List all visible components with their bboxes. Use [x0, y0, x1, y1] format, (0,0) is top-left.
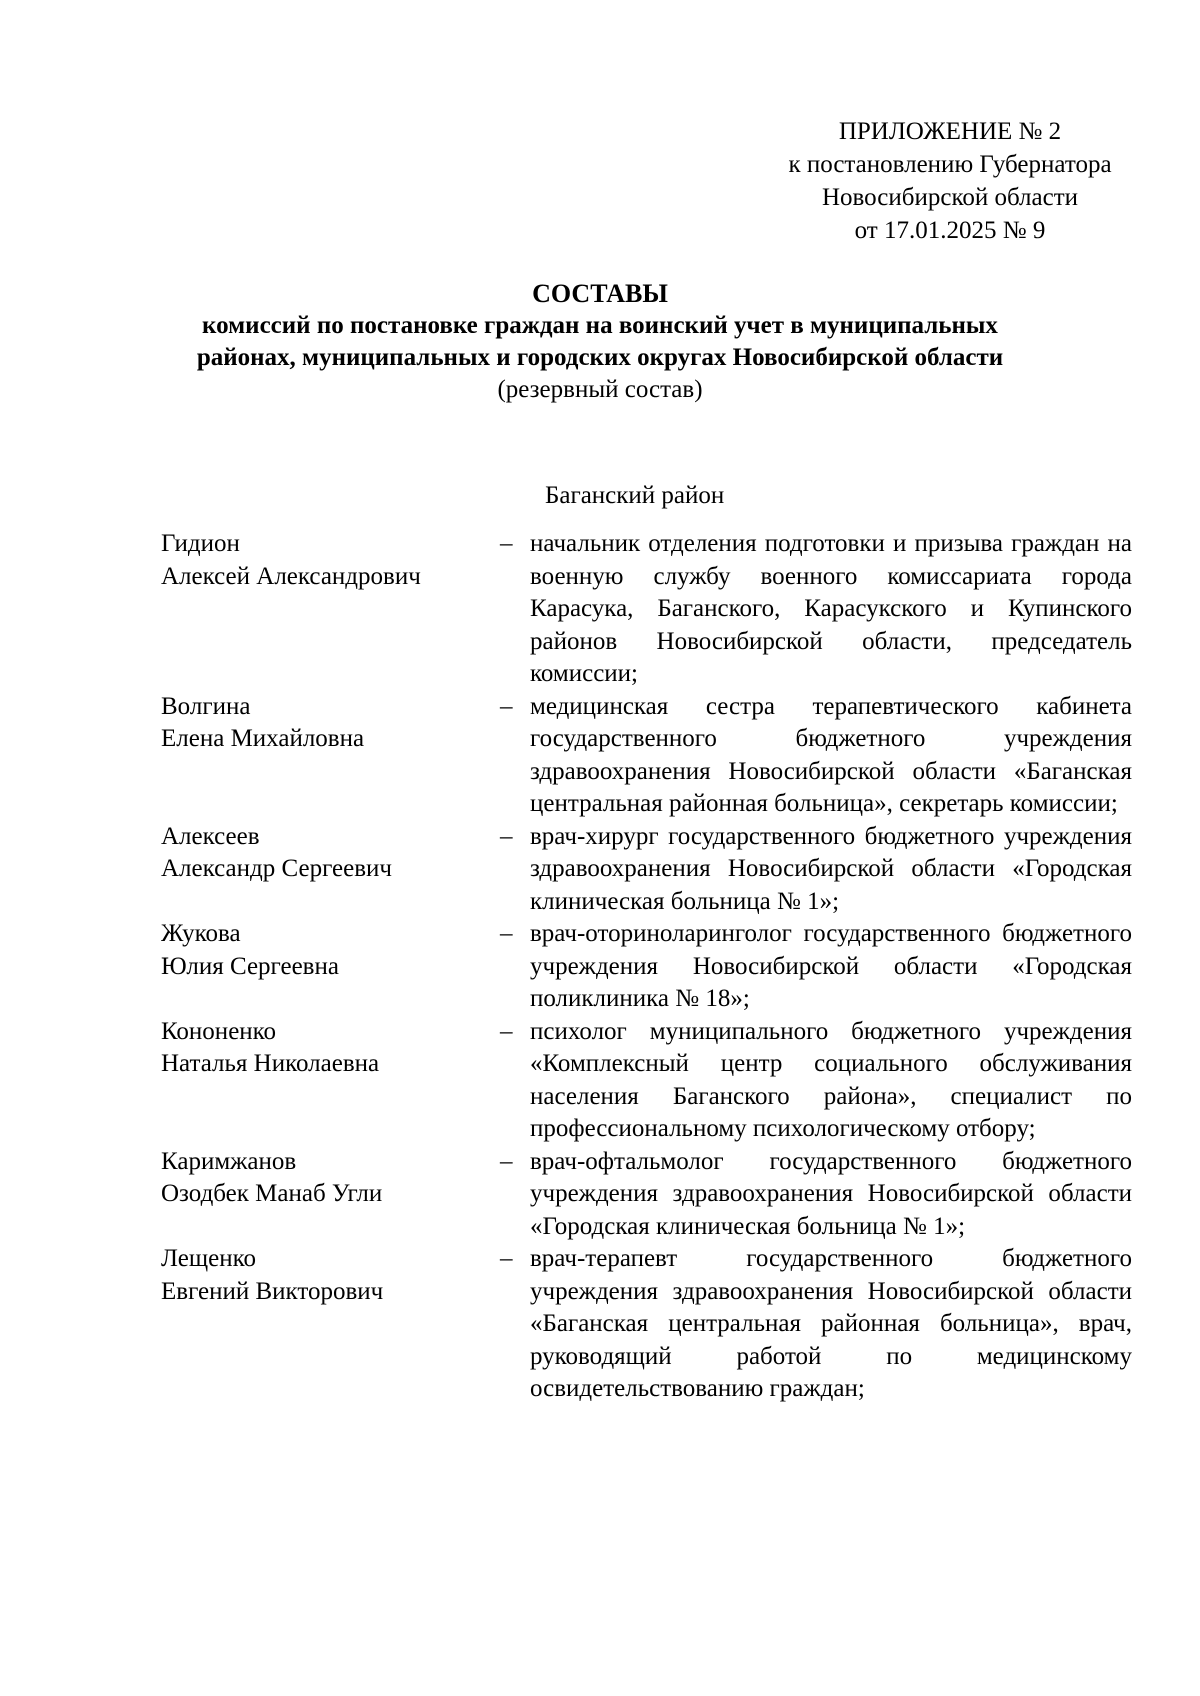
member-surname: Волгина [161, 692, 251, 720]
dash-separator: – [500, 1147, 513, 1175]
member-row [161, 1016, 1136, 1146]
dash-separator: – [500, 1245, 513, 1272]
member-role: психолог муниципального бюджетного учреждения «Комплексный центр социального обслуживания населения Баганского района», специалист по профессиональному психологическому отбору; [530, 1017, 1132, 1142]
member-surname: Алексеев [161, 822, 260, 850]
member-given-names: Елена Михайловна [161, 725, 365, 752]
annex-number: ПРИЛОЖЕНИЕ № 2 [838, 118, 1062, 145]
member-surname: Гидион [161, 530, 240, 557]
member-surname: Лещенко [161, 1245, 256, 1272]
member-given-names: Юлия Сергеевна [161, 952, 339, 980]
dash-separator: – [500, 920, 513, 947]
member-given-names: Алексей Александрович [161, 562, 421, 590]
dash-separator: – [500, 1017, 513, 1045]
member-row [161, 691, 1136, 821]
member-role: врач-оториноларинголог государственного бюджетного учреждения Новосибирской области «Городская поликлиника № 18»; [530, 920, 1132, 1012]
members-list [161, 528, 1136, 1406]
member-surname: Каримжанов [161, 1147, 297, 1175]
member-role: врач-терапевт государственного бюджетного учреждения здравоохранения Новосибирской области «Баганская центральная районная больница», врач, руководящий работой по медицинскому освидетельствованию граждан; [530, 1245, 1132, 1402]
document-title [150, 278, 1050, 406]
dash-separator: – [500, 822, 513, 850]
member-role: начальник отделения подготовки и призыва граждан на военную службу военного комиссариата города Карасука, Баганского, Карасукского и Купинского районов Новосибирской области, председатель комиссии; [530, 530, 1132, 687]
member-surname: Кононенко [161, 1017, 277, 1045]
member-name [161, 1146, 500, 1244]
member-name [161, 691, 500, 821]
member-name [161, 1243, 500, 1406]
title-main: СОСТАВЫ [532, 279, 668, 308]
annex-reference: к постановлению Губернатора [788, 151, 1112, 178]
member-role: медицинская сестра терапевтического кабинета государственного бюджетного учреждения здравоохранения Новосибирской области «Баганская центральная районная больница», секретарь комиссии; [530, 692, 1132, 817]
title-subtitle: комиссий по постановке граждан на воинский учет в муниципальных районах, муниципальных и городских округах Новосибирской области [196, 312, 1004, 371]
member-row [161, 821, 1136, 919]
member-row [161, 528, 1136, 691]
member-given-names: Александр Сергеевич [161, 855, 392, 882]
member-given-names: Евгений Викторович [161, 1277, 384, 1305]
member-row [161, 1146, 1136, 1244]
member-name [161, 821, 500, 919]
member-name [161, 1016, 500, 1146]
member-given-names: Озодбек Манаб Угли [161, 1180, 383, 1207]
annex-region: Новосибирской области [821, 184, 1079, 211]
member-role: врач-хирург государственного бюджетного учреждения здравоохранения Новосибирской области «Городская клиническая больница № 1»; [530, 822, 1132, 915]
member-surname: Жукова [161, 920, 241, 947]
dash-separator: – [500, 530, 513, 557]
dash-separator: – [500, 692, 513, 720]
title-note: (резервный состав) [497, 376, 703, 403]
member-name [161, 528, 500, 691]
member-given-names: Наталья Николаевна [161, 1050, 380, 1077]
member-row [161, 918, 1136, 1016]
annex-header [760, 115, 1140, 247]
district-heading: Баганский район [545, 482, 725, 509]
annex-date: от 17.01.2025 № 9 [854, 217, 1046, 244]
member-role: врач-офтальмолог государственного бюджетного учреждения здравоохранения Новосибирской области «Городская клиническая больница № 1»; [530, 1147, 1132, 1240]
member-name [161, 918, 500, 1016]
member-row [161, 1243, 1136, 1406]
